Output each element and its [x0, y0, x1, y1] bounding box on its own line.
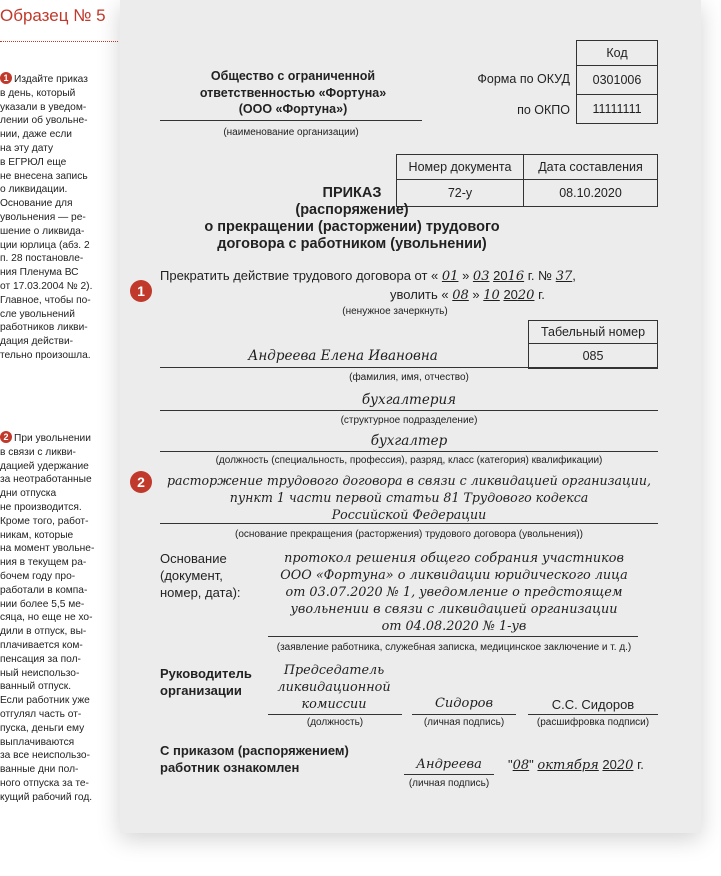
- basis-caption: (заявление работника, служебная записка, медицинское заключение и т. д.): [276, 642, 632, 653]
- basis-line: от 04.08.2020 № 1-ув: [381, 619, 527, 634]
- basis-line: ООО «Фортуна» о ликвидации юридического лица: [280, 568, 628, 583]
- contract-year-suffix: 16: [507, 269, 525, 284]
- okpo-value: 11111111: [577, 95, 658, 124]
- note-2-line: за все неиспользо-: [0, 750, 90, 762]
- name-caption: (фамилия, имя, отчество): [349, 372, 469, 383]
- code-header: Код: [577, 41, 658, 66]
- note-2-line: ный неиспользо-: [0, 667, 80, 679]
- note-2-line: дни отпуска: [0, 488, 57, 500]
- sidebar-note-1: [0, 72, 106, 363]
- note-2-line: сяца, но еще не хо-: [0, 612, 93, 624]
- basis-label-line: номер, дата):: [160, 585, 241, 600]
- employee-name: Андреева Елена Ивановна: [248, 348, 438, 364]
- note-2-line: выплачиваются: [0, 736, 75, 748]
- position-underline: [160, 451, 658, 452]
- head-signature: Сидоров: [434, 696, 494, 711]
- acknowledgement-date: "08" октября 2020 г.: [508, 757, 644, 773]
- position-caption: (должность (специальность, профессия), разряд, класс (категория) квалификации): [215, 455, 603, 466]
- note-1-line: сле увольнений: [0, 308, 75, 320]
- dismiss-label: уволить: [390, 287, 438, 302]
- org-line: (ООО «Фортуна»): [238, 102, 348, 116]
- title-line: о прекращении (расторжении) трудового: [204, 219, 500, 235]
- name-underline: [160, 367, 658, 368]
- dismiss-year-word: г.: [538, 287, 545, 302]
- strike-caption: (ненужное зачеркнуть): [342, 306, 448, 317]
- head-position-line: Председатель: [283, 663, 385, 678]
- ack-year-suffix: 20: [616, 758, 634, 773]
- employee-signature-underline: [404, 774, 494, 775]
- basis-documents: [268, 550, 640, 635]
- note-1-line: нии, даже если: [0, 129, 72, 141]
- docnum-header: Номер документа: [397, 155, 524, 180]
- note-2-line: ного отпуска за те-: [0, 777, 89, 789]
- note-2-line: пенсация за пол-: [0, 653, 81, 665]
- note-1-line: дация действи-: [0, 336, 74, 348]
- sidebar-note-2: [0, 431, 106, 805]
- note-2-line: бочем году про-: [0, 570, 76, 582]
- note-2-line: ванные дни пол-: [0, 764, 79, 776]
- head-label-line: Руководитель: [160, 666, 252, 681]
- note-1-line: тельно произошла.: [0, 349, 91, 361]
- grounds-underline: [160, 523, 658, 524]
- org-line: Общество с ограниченной: [210, 69, 376, 83]
- docnum-value: 72-у: [397, 180, 524, 207]
- note-1-line: ния Пленума ВС: [0, 267, 79, 279]
- head-full-name: С.С. Сидоров: [551, 697, 635, 712]
- position-value: бухгалтер: [370, 433, 448, 449]
- note-1-line: в ЕГРЮЛ еще: [0, 156, 67, 168]
- note-1-line: не внесена запись: [0, 170, 88, 182]
- org-underline: [160, 120, 422, 121]
- employee-signature: Андреева: [416, 757, 482, 772]
- ack-day: 08: [512, 758, 530, 773]
- tabnum-table: [528, 320, 658, 369]
- department-caption: (структурное подразделение): [340, 415, 478, 426]
- note-1-line: лении об увольне-: [0, 115, 88, 127]
- note-2-line: Кроме того, работ-: [0, 515, 89, 527]
- head-label-line: организации: [160, 683, 242, 698]
- okud-value: 0301006: [577, 66, 658, 95]
- title-line: ПРИКАЗ: [322, 185, 382, 201]
- title-line: (распоряжение): [295, 202, 409, 218]
- note-1-line: Главное, чтобы по-: [0, 294, 91, 306]
- head-name-underline: [528, 714, 658, 715]
- note-2-line: нии более 5,5 ме-: [0, 598, 85, 610]
- ack-year-word: г.: [637, 757, 644, 772]
- department-underline: [160, 410, 658, 411]
- note-2-line: отгулял часть от-: [0, 708, 82, 720]
- basis-line: от 03.07.2020 № 1, уведомление о предстоящем: [285, 585, 623, 600]
- sample-title: Образец № 5: [0, 6, 106, 25]
- note-2-line: пуска, деньги ему: [0, 722, 85, 734]
- acknowledgement-label: [160, 742, 349, 776]
- title-line: договора с работником (увольнении): [217, 236, 487, 252]
- grounds-caption: (основание прекращения (расторжения) трудового договора (увольнения)): [235, 529, 583, 540]
- note-2-line: работали в компа-: [0, 584, 88, 596]
- note-2-line: ния в текущем ра-: [0, 557, 87, 569]
- basis-label-line: Основание: [160, 551, 227, 566]
- dismiss-month: 10: [483, 288, 500, 303]
- org-caption: (наименование организации): [223, 127, 359, 138]
- tabnum-header: Табельный номер: [529, 321, 658, 344]
- note-2-line: плачивается ком-: [0, 639, 83, 651]
- dismiss-day: 08: [452, 288, 469, 303]
- note-2-line: в связи с ликви-: [0, 446, 76, 458]
- sidebar-divider: [0, 41, 118, 42]
- basis-line: протокол решения общего собрания участников: [284, 551, 624, 566]
- head-position-caption: (должность): [306, 717, 364, 728]
- note-2-line: дацией удержание: [0, 460, 89, 472]
- note-1-line: в день, который: [0, 87, 76, 99]
- note-1-line: ции юрлица (абз. 2: [0, 239, 90, 251]
- org-line: ответственностью «Фортуна»: [199, 85, 387, 100]
- badge-2: 2: [130, 471, 152, 493]
- department-value: бухгалтерия: [361, 392, 457, 408]
- note-1-line: Издайте приказ: [14, 74, 88, 85]
- grounds-line: расторжение трудового договора в связи с ликвидацией организации,: [166, 473, 652, 488]
- note-2-line: Если работник уже: [0, 695, 90, 707]
- head-label: [160, 665, 252, 699]
- note-1-line: увольнения — ре-: [0, 211, 86, 223]
- termination-grounds: [158, 472, 660, 523]
- dismiss-line: уволить « 08 » 10 2020 г.: [390, 287, 545, 303]
- docdate-value: 08.10.2020: [524, 180, 658, 207]
- note-2-line: за неотработанные: [0, 474, 92, 486]
- note-2-line: При увольнении: [14, 433, 91, 444]
- grounds-line: Российской Федерации: [331, 507, 487, 522]
- contract-number: 37: [555, 269, 573, 284]
- head-signature-underline: [412, 714, 516, 715]
- basis-underline: [268, 636, 638, 637]
- note-1-badge: 1: [0, 72, 12, 84]
- docdate-header: Дата составления: [524, 155, 658, 180]
- head-name-caption: (расшифровка подписи): [536, 717, 650, 728]
- ack-label-line: работник ознакомлен: [160, 760, 300, 775]
- note-1-line: от 17.03.2004 № 2).: [0, 280, 93, 292]
- note-2-line: никам, которые: [0, 529, 74, 541]
- head-position-line: ликвидационной: [277, 680, 391, 695]
- note-1-line: на эту дату: [0, 142, 54, 154]
- tabnum-value: 085: [529, 344, 658, 369]
- note-1-line: шение о ликвида-: [0, 225, 85, 237]
- note-1-line: Основание для: [0, 198, 73, 210]
- note-1-line: о ликвидации.: [0, 184, 68, 196]
- ack-label-line: С приказом (распоряжением): [160, 743, 349, 758]
- basis-label-line: (документ,: [160, 568, 223, 583]
- badge-1: 1: [130, 280, 152, 302]
- order-title: [150, 185, 554, 253]
- ack-year-prefix: 20: [602, 757, 617, 772]
- dismiss-year-suffix: 20: [517, 288, 535, 303]
- contract-day: 01: [441, 269, 459, 284]
- year-word: г.: [527, 268, 535, 283]
- head-signature-caption: (личная подпись): [423, 717, 505, 728]
- okud-label: Форма по ОКУД: [477, 72, 570, 86]
- basis-label: [160, 550, 241, 601]
- note-2-line: на момент увольне-: [0, 543, 95, 555]
- note-2-line: ванный отпуск.: [0, 681, 72, 693]
- ack-month: октября: [537, 758, 599, 773]
- note-1-line: работников ликви-: [0, 322, 88, 334]
- employee-signature-caption: (личная подпись): [408, 778, 490, 789]
- note-2-line: не производится.: [0, 501, 82, 513]
- note-1-line: п. 28 постановле-: [0, 253, 84, 265]
- dismiss-year-prefix: 20: [503, 287, 518, 302]
- contract-month: 03: [472, 269, 490, 284]
- note-1-line: указали в уведом-: [0, 101, 87, 113]
- head-position-underline: [268, 714, 402, 715]
- note-2-badge: 2: [0, 431, 12, 443]
- basis-line: увольнении в связи с ликвидацией организации: [290, 602, 618, 617]
- head-position-line: комиссии: [301, 697, 367, 712]
- okpo-label: по ОКПО: [517, 103, 570, 117]
- organization-name: [160, 68, 426, 118]
- number-sign: №: [538, 268, 553, 283]
- note-2-line: кущий рабочий год.: [0, 791, 93, 803]
- contract-year-prefix: 20: [493, 268, 508, 283]
- code-table: [576, 40, 658, 124]
- termination-text: Прекратить действие трудового договора от: [160, 268, 428, 283]
- grounds-line: пункт 1 части первой статьи 81 Трудового кодекса: [229, 490, 589, 505]
- head-position: [266, 662, 402, 713]
- note-2-line: дили в отпуск, вы-: [0, 626, 87, 638]
- termination-line: Прекратить действие трудового договора от « 01 » 03 2016 г. № 37,: [160, 268, 576, 284]
